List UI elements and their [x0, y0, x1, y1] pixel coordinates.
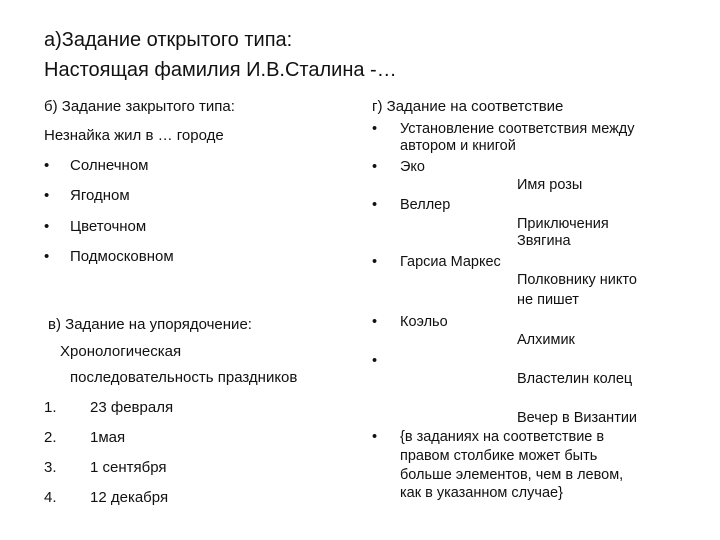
item-number: 3.: [44, 459, 57, 476]
bullet: •: [372, 353, 378, 369]
item-number: 1.: [44, 399, 57, 416]
bullet: •: [44, 218, 50, 235]
matching-intro: Установление соответствия между: [400, 121, 635, 137]
item-text: 23 февраля: [90, 399, 174, 416]
book: Алхимик: [517, 332, 575, 348]
bullet: •: [44, 187, 50, 204]
matching-note: {в заданиях на соответствие в: [400, 429, 605, 445]
book: не пишет: [517, 292, 579, 308]
author: Коэльо: [400, 314, 448, 330]
bullet: •: [372, 429, 378, 445]
ordering-task-heading: в) Задание на упорядочение:: [48, 316, 252, 333]
option: Солнечном: [70, 157, 149, 174]
book: Вечер в Византии: [517, 410, 638, 426]
matching-note: как в указанном случае}: [400, 485, 563, 501]
item-text: 1 сентября: [90, 459, 167, 476]
closed-task-heading: б) Задание закрытого типа:: [44, 98, 235, 115]
item-text: 12 декабря: [90, 489, 169, 506]
bullet: •: [44, 157, 50, 174]
option: Цветочном: [70, 218, 147, 235]
matching-note: правом столбике может быть: [400, 448, 598, 464]
option: Ягодном: [70, 187, 130, 204]
ordering-desc: последовательность праздников: [70, 369, 298, 386]
matching-task-heading: г) Задание на соответствие: [372, 98, 564, 115]
item-number: 2.: [44, 429, 57, 446]
book: Имя розы: [517, 177, 583, 193]
option: Подмосковном: [70, 248, 174, 265]
slide-title-line2: Настоящая фамилия И.В.Сталина -…: [44, 59, 397, 81]
slide-title-line1: а)Задание открытого типа:: [44, 29, 293, 51]
bullet: •: [372, 314, 378, 330]
bullet: •: [372, 159, 378, 175]
book: Приключения: [517, 216, 609, 232]
matching-intro: автором и книгой: [400, 138, 516, 154]
item-text: 1мая: [90, 429, 126, 446]
matching-note: больше элементов, чем в левом,: [400, 467, 624, 483]
book: Полковнику никто: [517, 272, 637, 288]
book: Властелин колец: [517, 371, 633, 387]
item-number: 4.: [44, 489, 57, 506]
author: Эко: [400, 159, 425, 175]
closed-task-question: Незнайка жил в … городе: [44, 127, 224, 144]
book: Звягина: [517, 233, 571, 249]
bullet: •: [44, 248, 50, 265]
bullet: •: [372, 197, 378, 213]
ordering-desc: Хронологическая: [60, 343, 182, 360]
bullet: •: [372, 121, 378, 137]
author: Веллер: [400, 197, 451, 213]
bullet: •: [372, 254, 378, 270]
author: Гарсиа Маркес: [400, 254, 501, 270]
